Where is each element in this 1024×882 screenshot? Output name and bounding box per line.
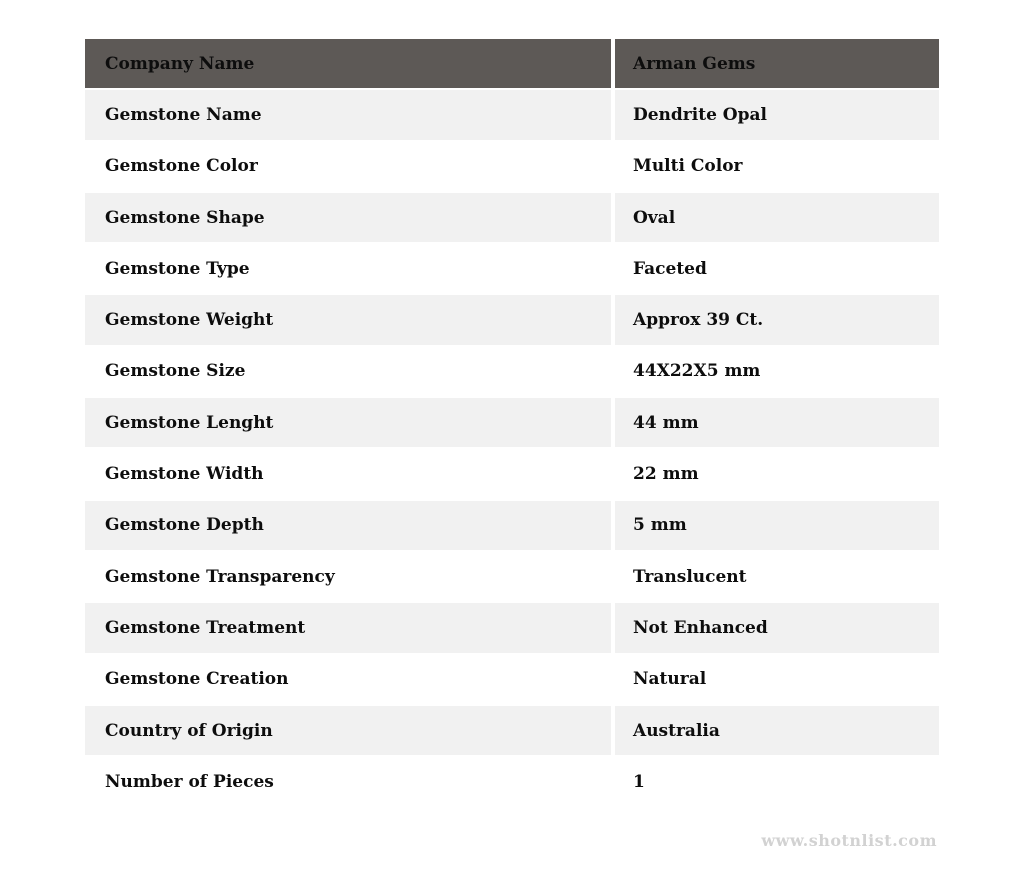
row-value: 44X22X5 mm	[615, 347, 939, 396]
table-header-row	[85, 39, 939, 88]
table-row	[85, 501, 939, 550]
row-label: Gemstone Transparency	[85, 552, 611, 601]
row-label: Gemstone Name	[85, 90, 611, 139]
row-value: Faceted	[615, 244, 939, 293]
row-label: Gemstone Size	[85, 347, 611, 396]
header-label-company-name: Company Name	[85, 39, 611, 88]
row-label: Gemstone Creation	[85, 655, 611, 704]
table-row	[85, 757, 939, 806]
row-label: Country of Origin	[85, 706, 611, 755]
row-label: Gemstone Depth	[85, 501, 611, 550]
row-value: 1	[615, 757, 939, 806]
row-value: Australia	[615, 706, 939, 755]
row-label: Gemstone Shape	[85, 193, 611, 242]
row-label: Gemstone Lenght	[85, 398, 611, 447]
row-label: Gemstone Type	[85, 244, 611, 293]
row-label: Gemstone Treatment	[85, 603, 611, 652]
table-row	[85, 603, 939, 652]
row-label: Gemstone Weight	[85, 295, 611, 344]
table-row	[85, 244, 939, 293]
table-row	[85, 90, 939, 139]
row-value: Oval	[615, 193, 939, 242]
row-value: Multi Color	[615, 142, 939, 191]
row-label: Gemstone Width	[85, 449, 611, 498]
table-body	[85, 90, 939, 806]
table-row	[85, 142, 939, 191]
table-row	[85, 193, 939, 242]
table-row	[85, 295, 939, 344]
table-row	[85, 398, 939, 447]
row-value: Natural	[615, 655, 939, 704]
site-watermark: www.shotnlist.com	[761, 831, 937, 850]
row-value: Dendrite Opal	[615, 90, 939, 139]
row-value: 44 mm	[615, 398, 939, 447]
gemstone-spec-table	[85, 39, 939, 808]
table-row	[85, 449, 939, 498]
row-label: Gemstone Color	[85, 142, 611, 191]
row-value: Approx 39 Ct.	[615, 295, 939, 344]
row-value: 22 mm	[615, 449, 939, 498]
table-row	[85, 706, 939, 755]
row-label: Number of Pieces	[85, 757, 611, 806]
header-value-company-name: Arman Gems	[615, 39, 939, 88]
row-value: 5 mm	[615, 501, 939, 550]
table-row	[85, 347, 939, 396]
row-value: Translucent	[615, 552, 939, 601]
table-row	[85, 552, 939, 601]
table-row	[85, 655, 939, 704]
row-value: Not Enhanced	[615, 603, 939, 652]
